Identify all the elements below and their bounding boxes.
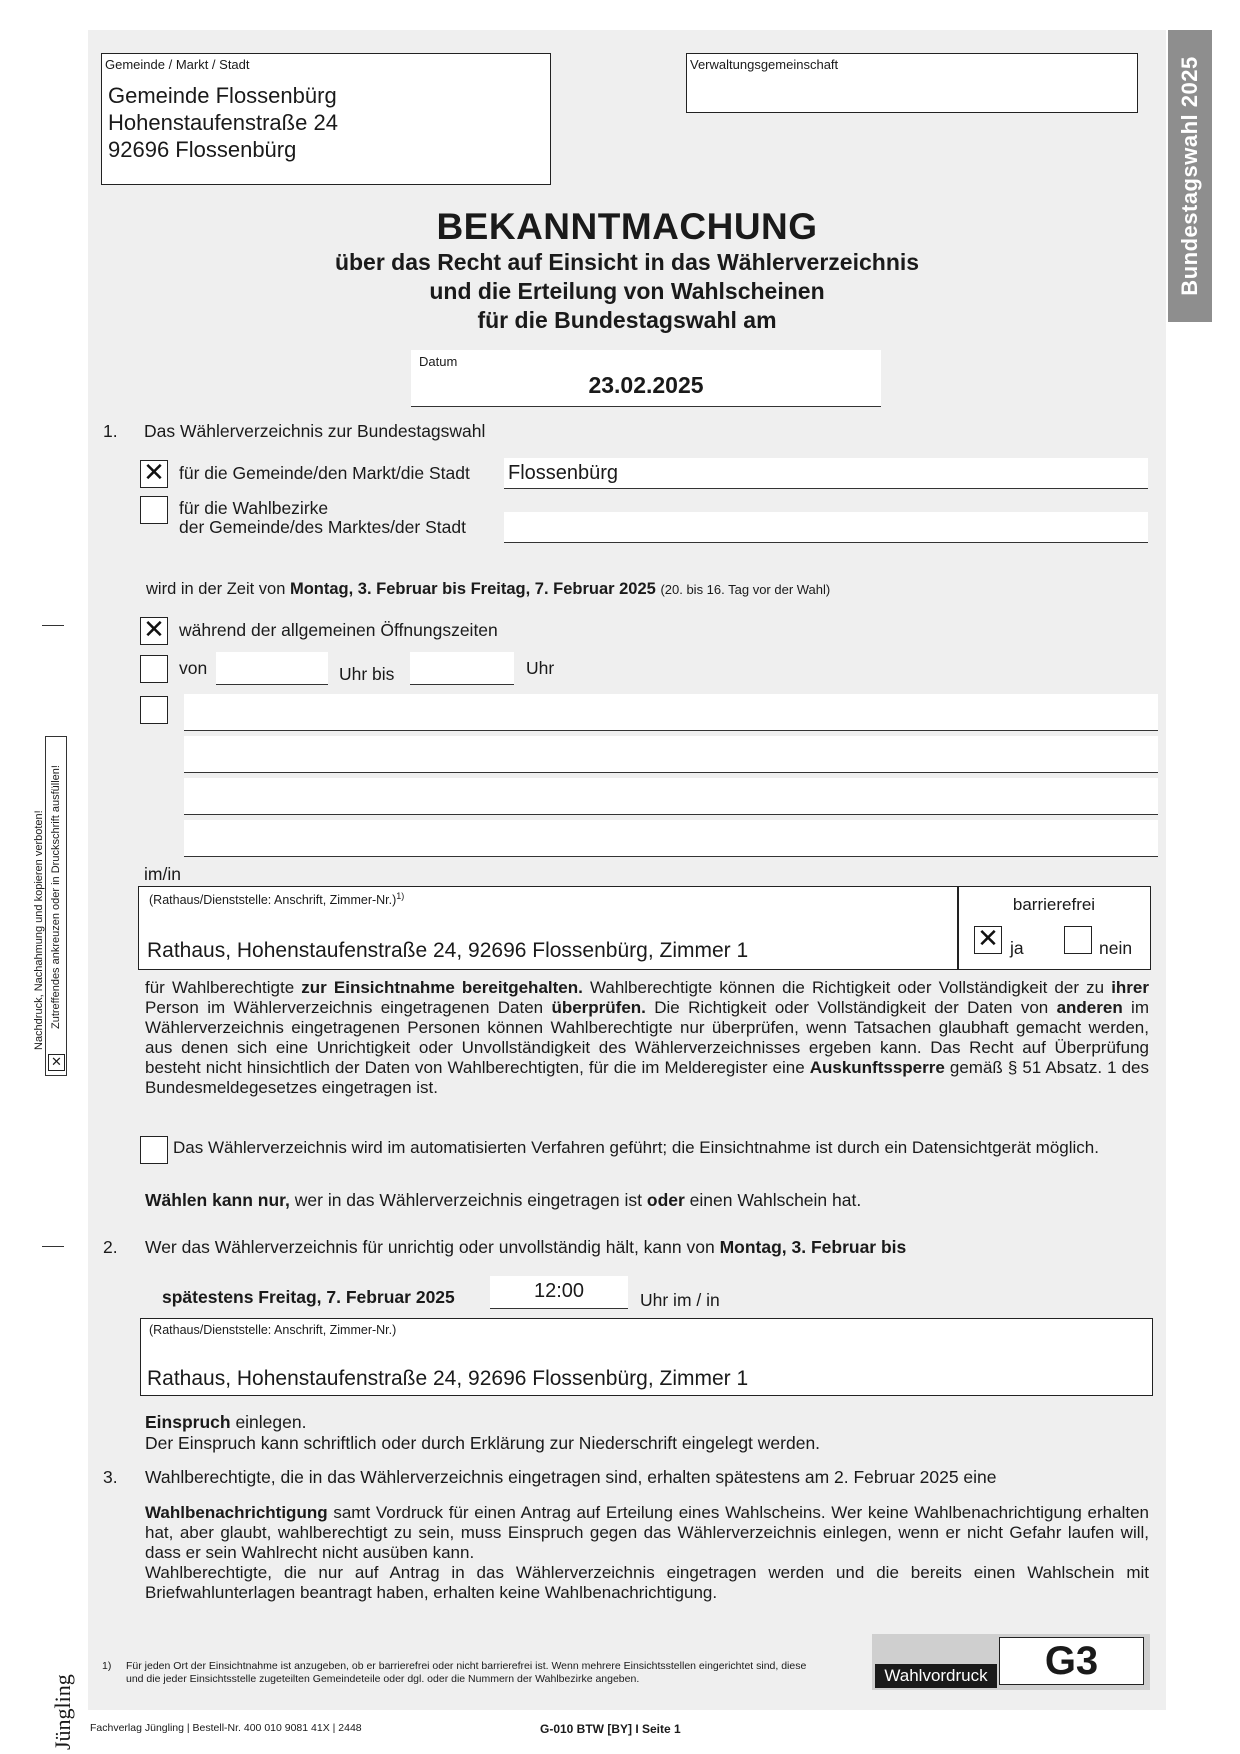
period-line: [146, 580, 830, 599]
election-date-field[interactable]: [411, 350, 881, 407]
automated-checkbox[interactable]: [140, 1136, 168, 1164]
fill-instruction-box: [45, 736, 67, 1076]
other-hours-checkbox[interactable]: [140, 696, 168, 724]
objection-location-label: (Rathaus/Dienststelle: Anschrift, Zimmer-Nr.): [149, 1323, 397, 1337]
footnote-ref: 1): [396, 891, 405, 901]
section-2-text: Wer das Wählerverzeichnis für unrichtig oder unvollständig hält, kann von Montag, 3. Februar bis: [145, 1237, 907, 1257]
barrierefrei-nein-checkbox[interactable]: [1064, 926, 1092, 954]
from-time-field[interactable]: [216, 652, 328, 685]
admin-community-box[interactable]: [686, 53, 1138, 113]
copy-notice: Nachdruck, Nachahmung und kopieren verboten!: [33, 810, 45, 1050]
publisher-logo: Jüngling: [50, 1674, 75, 1750]
districts-checkbox[interactable]: [140, 496, 168, 524]
municipality-street: Hohenstaufenstraße 24: [108, 110, 338, 135]
footnote-text: Für jeden Ort der Einsichtnahme ist anzugeben, ob er barrierefrei oder nicht barrierefrei ist. Wenn mehrere Einsichtsstellen eingerichtet sind, diese und die jeder Einsichtsstelle zugeteilten Gemeindeteile oder dgl. oder die Nummern der Wahlbezirke angeben.: [126, 1660, 807, 1685]
objection-location-box[interactable]: [140, 1318, 1153, 1396]
election-tab: [1168, 30, 1212, 322]
municipality-box[interactable]: [101, 53, 551, 185]
other-hours-line-4[interactable]: [184, 820, 1158, 857]
postal-vote-paragraph: Wahlberechtigte, die nur auf Antrag in das Wählerverzeichnis eingetragen werden und die bereits einen Wahlschein mit Briefwahlunterlagen beantragt haben, erhalten keine Wahlbenachrichtigung.: [145, 1563, 1149, 1602]
form-badge-code: G3: [999, 1637, 1144, 1685]
page-identifier: G-010 BTW [BY] I Seite 1: [540, 1722, 681, 1736]
publisher-line: Fachverlag Jüngling | Bestell-Nr. 400 010 9081 41X | 2448: [90, 1722, 362, 1734]
municipality-name-field[interactable]: [504, 458, 1148, 489]
form-badge: [872, 1634, 1150, 1690]
election-tab-label: Bundestagswahl 2025: [1177, 56, 1202, 296]
automated-text: Das Wählerverzeichnis wird im automatisierten Verfahren geführt; die Einsichtnahme ist durch ein Datensichtgerät möglich.: [173, 1138, 1099, 1157]
section-3-number: 3.: [103, 1467, 118, 1487]
section-3-intro: Wahlberechtigte, die in das Wählerverzeichnis eingetragen sind, erhalten spätestens am 2. Februar 2025 eine: [145, 1467, 997, 1487]
date-label: Datum: [419, 354, 458, 369]
inspection-location-value: Rathaus, Hohenstaufenstraße 24, 92696 Flossenbürg, Zimmer 1: [147, 939, 749, 962]
fold-mark: [42, 625, 64, 626]
form-badge-label: Wahlvordruck: [875, 1664, 997, 1688]
period-dates: Montag, 3. Februar bis Freitag, 7. Februar 2025: [289, 580, 656, 598]
municipality-option-label: für die Gemeinde/den Markt/die Stadt: [179, 463, 470, 483]
period-prefix: wird in der Zeit von: [146, 580, 286, 598]
notification-paragraph: Wahlbenachrichtigung samt Vordruck für einen Antrag auf Erteilung eines Wahlscheins. Wer keine Wahlbenachrichtigung erhalten hat, aber glaubt, wahlberechtigt zu sein, muss Einspruch gegen das Wählerverzeichnis einlegen, wenn er nicht Gefahr laufen will, dass er sein Wahlrecht nicht ausüben kann.: [145, 1503, 1149, 1562]
uhr-bis-label: Uhr bis: [339, 664, 395, 684]
uhr-label: Uhr: [526, 658, 555, 678]
deadline-label: spätestens Freitag, 7. Februar 2025: [162, 1287, 455, 1307]
inspection-location-label: [149, 891, 404, 907]
title-line-2: und die Erteilung von Wahlscheinen: [429, 278, 825, 304]
objection-text: Einspruch einlegen. Der Einspruch kann schriftlich oder durch Erklärung zur Niederschrift eingelegt werden.: [145, 1412, 821, 1453]
districts-label-2: der Gemeinde/des Marktes/der Stadt: [179, 517, 466, 537]
uhr-im-label: Uhr im / in: [640, 1290, 720, 1310]
location-label-text: (Rathaus/Dienststelle: Anschrift, Zimmer-Nr.): [149, 893, 397, 908]
municipality-label: Gemeinde / Markt / Stadt: [105, 57, 250, 72]
municipality-name: Gemeinde Flossenbürg: [108, 83, 337, 108]
voting-eligibility-line: Wählen kann nur, wer in das Wählerverzeichnis eingetragen ist oder einen Wahlschein hat.: [145, 1190, 862, 1210]
check-mark-icon: ✕: [143, 458, 165, 488]
municipality-checkbox[interactable]: [140, 460, 168, 488]
municipality-name-value: Flossenbürg: [508, 462, 619, 484]
inspection-paragraph: für Wahlberechtigte zur Einsichtnahme bereitgehalten. Wahlberechtigte können die Richtigkeit oder Vollständigkeit der zu ihrer Person im Wählerverzeichnis eingetragenen Daten überprüfen. Die Richtigkeit oder Vollständigkeit der Daten von anderen im Wählerverzeichnis eingetragenen Personen können Wahlberechtigte nur überprüfen, wenn Tatsachen glaubhaft gemacht werden, aus denen sich eine Unrichtigkeit oder Unvollständigkeit des Wählerverzeichnisses ergeben kann. Das Recht auf Überprüfung besteht nicht hinsichtlich der Daten von Wahlberechtigten, für die im Melderegister eine Auskunftssperre gemäß § 51 Absatz. 1 des Bundesmeldegesetzes eingetragen ist.: [145, 978, 1150, 1097]
fill-instruction-mark: ✕: [48, 1054, 65, 1071]
other-hours-line-2[interactable]: [184, 736, 1158, 773]
districts-field[interactable]: [504, 512, 1148, 543]
section-2-number: 2.: [103, 1237, 118, 1257]
general-hours-label: während der allgemeinen Öffnungszeiten: [179, 620, 498, 640]
admin-community-label: Verwaltungsgemeinschaft: [690, 57, 839, 72]
districts-label-1: für die Wahlbezirke: [179, 498, 329, 518]
other-hours-line-1[interactable]: [184, 694, 1158, 731]
location-prefix: im/in: [144, 864, 181, 884]
date-value: 23.02.2025: [588, 372, 704, 398]
municipality-city: 92696 Flossenbürg: [108, 137, 297, 162]
custom-hours-checkbox[interactable]: [140, 655, 168, 683]
title-line-1: über das Recht auf Einsicht in das Wählerverzeichnis: [334, 249, 920, 275]
to-time-field[interactable]: [410, 652, 514, 685]
deadline-time-field[interactable]: [490, 1276, 628, 1309]
barrierefrei-label: barrierefrei: [1012, 895, 1096, 914]
objection-location-value: Rathaus, Hohenstaufenstraße 24, 92696 Flossenbürg, Zimmer 1: [147, 1367, 749, 1390]
period-note: (20. bis 16. Tag vor der Wahl): [660, 582, 831, 597]
title-line-3: für die Bundestagswahl am: [477, 307, 777, 333]
section-1-intro: Das Wählerverzeichnis zur Bundestagswahl: [144, 421, 486, 441]
section-1-number: 1.: [103, 421, 118, 441]
general-hours-checkbox[interactable]: [140, 617, 168, 645]
fold-mark-2: [42, 1246, 64, 1247]
deadline-time-value: 12:00: [533, 1280, 585, 1302]
von-label: von: [179, 658, 208, 678]
fill-instruction: Zutreffendes ankreuzen oder in Druckschrift ausfüllen!: [50, 765, 62, 1029]
footnote-mark: 1): [102, 1660, 112, 1672]
check-mark-icon: ✕: [143, 615, 165, 645]
barrierefrei-nein-label: nein: [1099, 938, 1133, 958]
barrierefrei-ja-checkbox[interactable]: [974, 926, 1002, 954]
check-mark-icon: ✕: [977, 924, 999, 954]
other-hours-line-3[interactable]: [184, 778, 1158, 815]
barrierefrei-ja-label: ja: [1010, 938, 1024, 958]
page-title: BEKANNTMACHUNG: [436, 206, 818, 247]
